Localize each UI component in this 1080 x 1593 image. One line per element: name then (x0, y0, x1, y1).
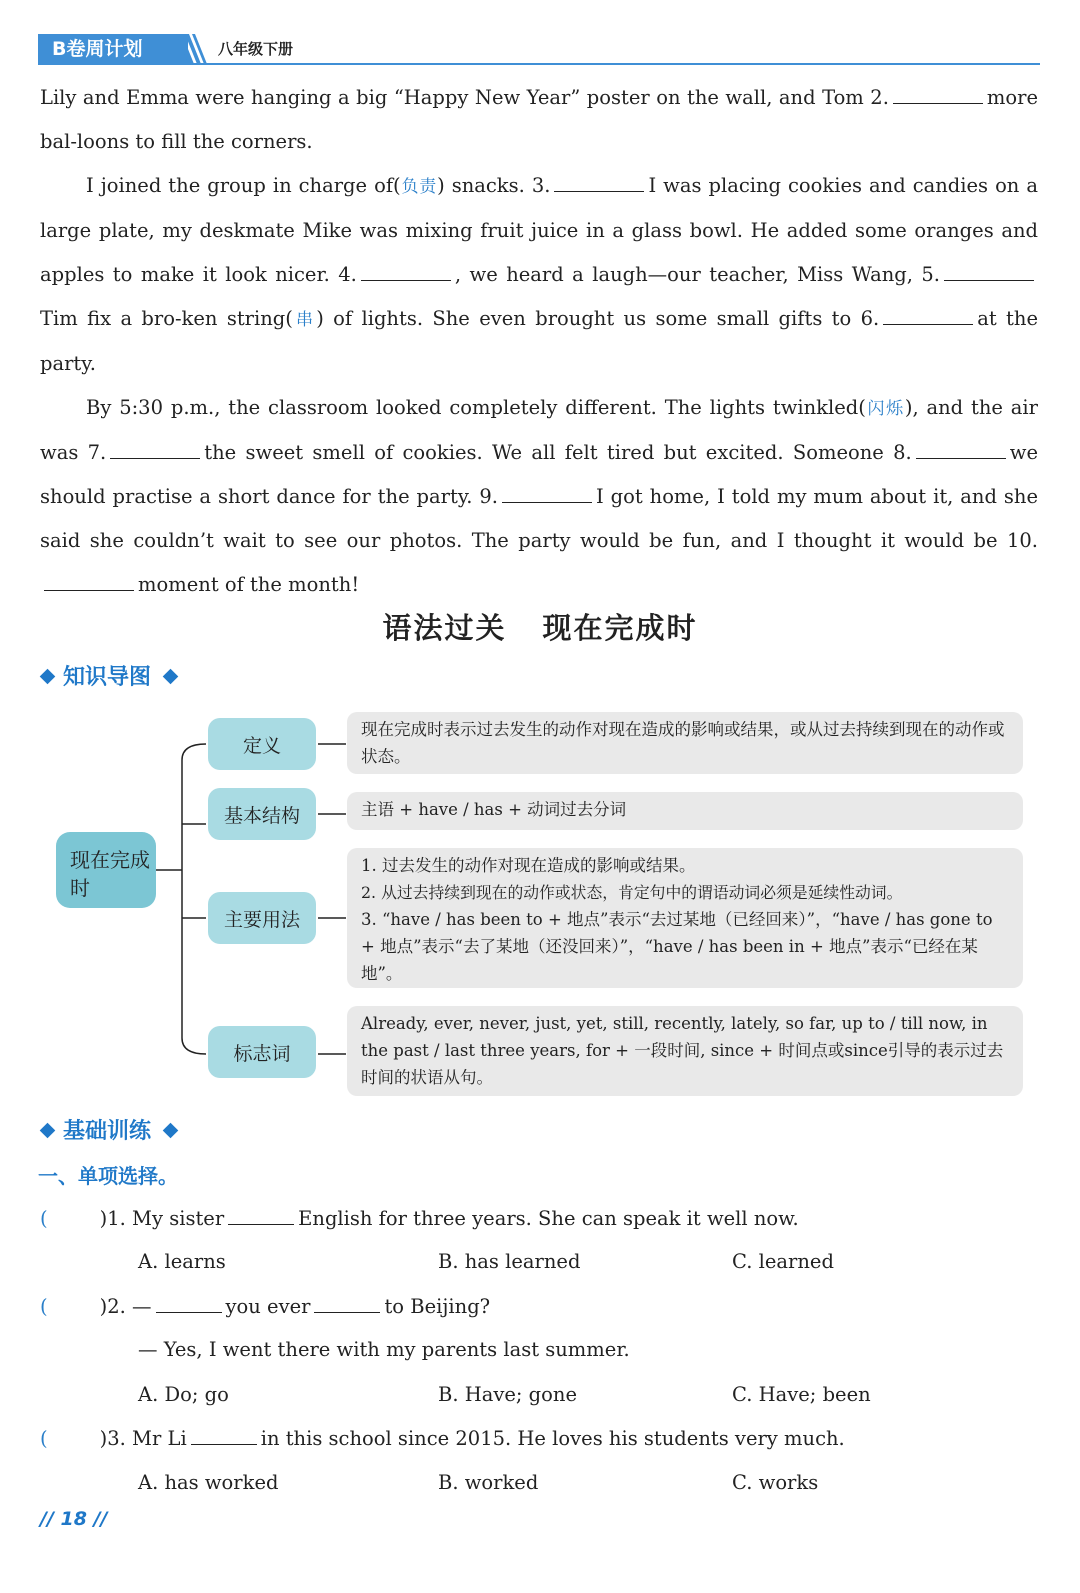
question-2 (40, 1294, 490, 1318)
answer-blank-8[interactable] (916, 440, 1006, 459)
structure-box (347, 792, 1023, 830)
answer-blank-5[interactable] (944, 262, 1034, 281)
section-title-right: 现在完成时 (542, 611, 698, 645)
answer-blank[interactable] (228, 1206, 294, 1225)
answer-blank-10[interactable] (44, 572, 134, 591)
usage-item-3: 3. “have / has been to + 地点”表示“去过某地（已经回来）”，“have / has gone to + 地点”表示“去了某地（还没回来）”，“have / has been in + 地点”表示“已经在某地”。 (361, 910, 993, 983)
option-1b[interactable]: B. has learned (438, 1250, 581, 1273)
passage-text: ) of lights. She even brought us some small gifts to 6. (316, 307, 880, 330)
node-signal-words: 标志词 (208, 1026, 316, 1078)
passage-text: I was placing cookies and candies on a large plate, my deskmate Mike was mixing fruit juice in a glass bowl. He added some oranges and apples to make it look nicer. 4. (40, 174, 1038, 286)
answer-blank[interactable] (314, 1294, 380, 1313)
book-title: B卷周计划 (52, 38, 143, 60)
passage-text: Tim fix a bro-ken string( (40, 307, 293, 330)
chinese-gloss: 负责 (400, 177, 438, 197)
usage-item-2: 2. 从过去持续到现在的动作或状态，肯定句中的谓语动词必须是延续性动词。 (361, 883, 903, 902)
grade-label: 八年级下册 (218, 40, 294, 58)
question-text: )3. Mr Li (99, 1427, 187, 1450)
chinese-gloss: 串 (292, 310, 317, 330)
page-number-text: 18 (60, 1508, 87, 1530)
signal-words-box (347, 1006, 1023, 1096)
definition-text: 现在完成时表示过去发生的动作对现在造成的影响或结果，或从过去持续到现在的动作或状态。 (361, 720, 1005, 766)
question-text: )1. My sister (99, 1207, 225, 1230)
knowledge-map-heading (38, 660, 186, 691)
paragraph-3 (40, 386, 1038, 607)
diamond-icon (163, 1123, 179, 1139)
section-title-left: 语法过关 (382, 611, 507, 645)
answer-paren[interactable]: ( (40, 1427, 48, 1450)
option-2c[interactable]: C. Have; been (732, 1383, 871, 1406)
question-2-reply: — Yes, I went there with my parents last summer. (138, 1338, 630, 1361)
reading-passage (40, 76, 1038, 607)
passage-text: I got home, I told my mum about it, and she said she couldn’t wait to see our photos. The party would be fun, and I thought it would be 10. (40, 485, 1039, 552)
question-text: to Beijing? (384, 1295, 491, 1318)
option-3a[interactable]: A. has worked (138, 1471, 279, 1494)
heading-text: 基础训练 (63, 1119, 152, 1144)
question-text: you ever (225, 1295, 311, 1318)
page-number (40, 1508, 107, 1530)
practice-heading (38, 1114, 186, 1145)
paragraph-1 (40, 76, 1038, 164)
diamond-icon (163, 669, 179, 685)
option-1a[interactable]: A. learns (138, 1250, 226, 1273)
chinese-gloss: 闪烁 (865, 399, 905, 419)
signal-words-text: Already, ever, never, just, yet, still, recently, lately, so far, up to / till now, in the past / last three years, for + 一段时间, since + 时间点或since引导的表示过去时间的状语从句。 (361, 1014, 1004, 1087)
passage-text: moment of the month! (138, 573, 360, 596)
node-main-usage: 主要用法 (208, 892, 316, 944)
question-1 (40, 1206, 799, 1230)
usage-item-1: 1. 过去发生的动作对现在造成的影响或结果。 (361, 856, 696, 875)
heading-text: 知识导图 (63, 665, 152, 690)
diamond-icon (40, 669, 56, 685)
usage-box (347, 848, 1023, 988)
option-2b[interactable]: B. Have; gone (438, 1383, 578, 1406)
passage-text: ) snacks. 3. (437, 174, 551, 197)
option-3c[interactable]: C. works (732, 1471, 819, 1494)
answer-blank[interactable] (191, 1426, 257, 1445)
multiple-choice-title: 一、单项选择。 (38, 1164, 178, 1188)
passage-text: we should practise a short dance for the party. 9. (40, 441, 1038, 508)
passage-text: at the party. (40, 307, 1038, 375)
answer-blank-6[interactable] (883, 306, 973, 325)
header-rule (38, 63, 1040, 65)
answer-blank-3[interactable] (554, 173, 644, 192)
mind-map-root: 现在完成时 (56, 832, 156, 908)
paragraph-2 (40, 164, 1038, 386)
structure-text: 主语 + have / has + 动词过去分词 (361, 800, 627, 819)
passage-text: the sweet smell of cookies. We all felt tired but excited. Someone 8. (204, 441, 912, 464)
passage-text: , we heard a laugh—our teacher, Miss Wang, 5. (454, 263, 940, 286)
answer-paren[interactable]: ( (40, 1295, 48, 1318)
node-basic-structure: 基本结构 (208, 788, 316, 840)
passage-text: Lily and Emma were hanging a big “Happy New Year” poster on the wall, and Tom 2. (40, 86, 889, 109)
question-3 (40, 1426, 845, 1450)
definition-box (347, 712, 1023, 774)
option-3b[interactable]: B. worked (438, 1471, 539, 1494)
passage-text: By 5:30 p.m., the classroom looked completely different. The lights twinkled( (86, 396, 866, 419)
header-stripes-decoration (176, 34, 216, 64)
section-title (0, 606, 1080, 647)
passage-text: ), and the air was 7. (40, 396, 1038, 464)
option-2a[interactable]: A. Do; go (138, 1383, 229, 1406)
passage-text: more bal-loons to fill the corners. (40, 86, 1038, 153)
question-text: in this school since 2015. He loves his students very much. (260, 1427, 845, 1450)
slash-decoration-icon: // (40, 1508, 54, 1530)
answer-blank-7[interactable] (110, 440, 200, 459)
diamond-icon (40, 1123, 56, 1139)
book-title-tab (38, 34, 188, 64)
question-text: )2. — (99, 1295, 152, 1318)
option-1c[interactable]: C. learned (732, 1250, 834, 1273)
question-text: English for three years. She can speak it well now. (298, 1207, 799, 1230)
passage-text: I joined the group in charge of( (86, 174, 401, 197)
answer-blank-4[interactable] (361, 262, 451, 281)
answer-blank-9[interactable] (502, 484, 592, 503)
answer-blank[interactable] (156, 1294, 222, 1313)
answer-blank-2[interactable] (893, 85, 983, 104)
slash-decoration-icon: // (93, 1508, 108, 1530)
answer-paren[interactable]: ( (40, 1207, 48, 1230)
node-definition: 定义 (208, 718, 316, 770)
